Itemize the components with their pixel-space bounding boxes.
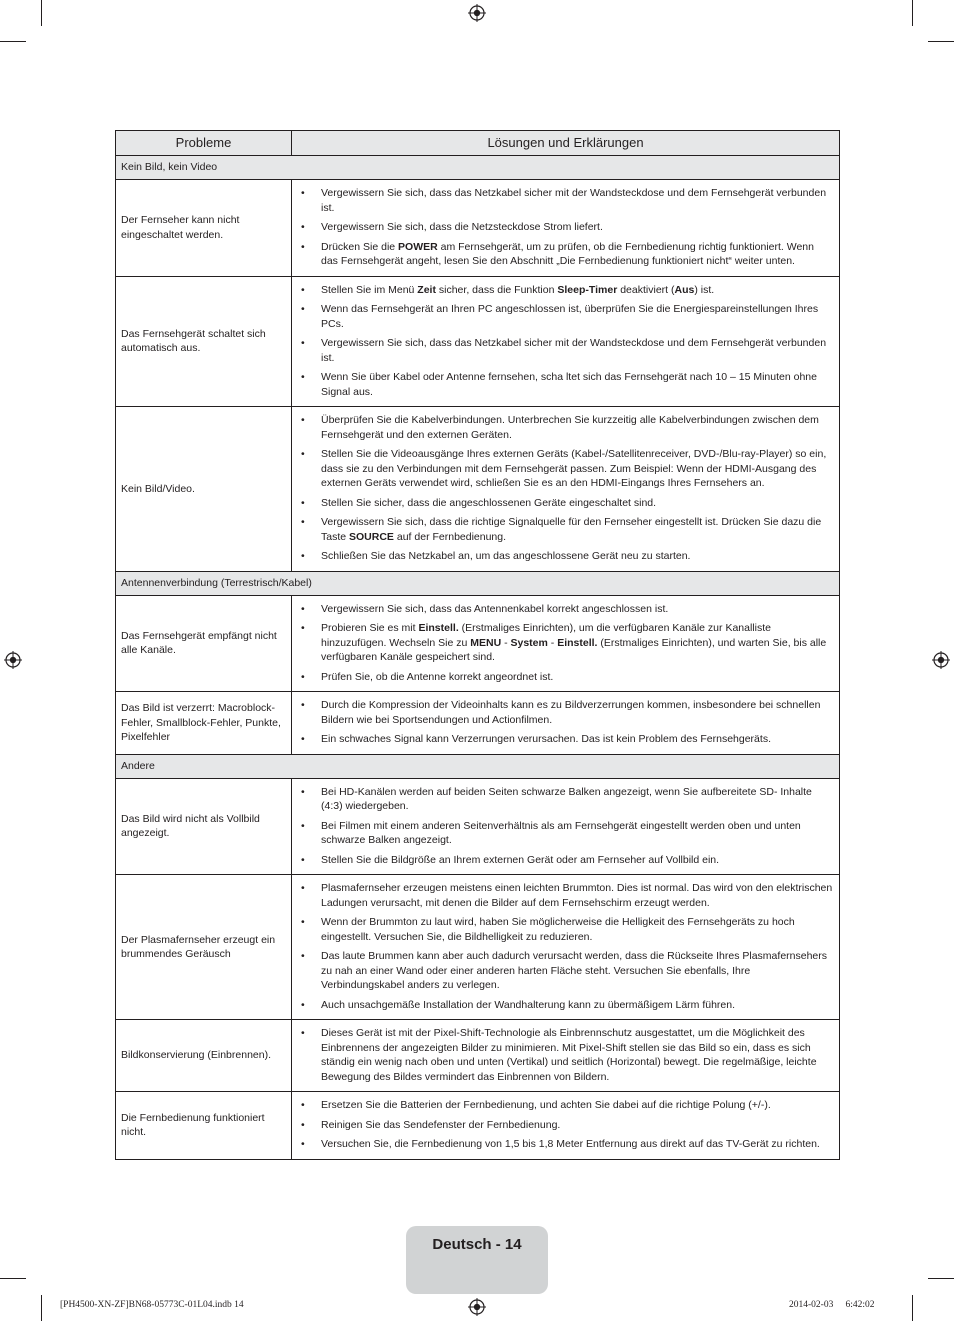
solution-text: Ein schwaches Signal kann Verzerrungen verursachen. Das ist kein Problem des Fernsehgeräts. — [321, 733, 771, 745]
bullet-icon: • — [301, 550, 305, 562]
bullet-icon: • — [301, 1138, 305, 1150]
problem-cell: Der Plasmafernseher erzeugt ein brummendes Geräusch — [116, 875, 292, 1020]
list-item — [297, 621, 833, 665]
section-header-row — [116, 754, 840, 778]
crop-mark — [41, 0, 42, 26]
solution-text: Wenn Sie über Kabel oder Antenne fernsehen, scha ltet sich das Fernsehgerät nach 10 – 15 Minuten ohne Signal aus. — [321, 371, 817, 398]
solution-text: Ersetzen Sie die Batterien der Fernbedienung, und achten Sie dabei auf die richtige Polung (+/-). — [321, 1099, 771, 1111]
list-item — [297, 949, 833, 993]
column-header-solutions: Lösungen und Erklärungen — [292, 131, 840, 156]
problem-cell: Der Fernseher kann nicht eingeschaltet werden. — [116, 180, 292, 277]
problem-cell: Das Bild wird nicht als Vollbild angezeigt. — [116, 778, 292, 875]
solution-text: Probieren Sie es mit Einstell. (Erstmaliges Einrichten), um die verfügbaren Kanäle zur Kanalliste hinzuzufügen. Wechseln Sie zu MENU - System - Einstell. (Erstmaliges Einrichten), und warten Sie, bis alle verfügbaren Kanäle gespeichert sind. — [321, 622, 827, 663]
crop-mark — [928, 41, 954, 42]
solution-text: Reinigen Sie das Sendefenster der Fernbedienung. — [321, 1118, 561, 1131]
bullet-icon: • — [301, 950, 305, 962]
bullet-icon: • — [301, 1118, 305, 1131]
bullet-icon: • — [301, 602, 305, 615]
crop-mark — [912, 1295, 913, 1321]
solution-text: Wenn das Fernsehgerät an Ihren PC angeschlossen ist, überprüfen Sie die Energiespareinstellungen Ihres PCs. — [321, 303, 819, 330]
list-item — [297, 302, 833, 331]
table-body — [116, 156, 840, 1160]
solution-text: Versuchen Sie, die Fernbedienung von 1,5 bis 1,8 Meter Entfernung aus direkt auf das TV-Gerät zu richten. — [321, 1138, 820, 1150]
solution-text: Vergewissern Sie sich, dass das Antennenkabel korrekt angeschlossen ist. — [321, 602, 669, 615]
solutions-cell — [292, 875, 840, 1020]
list-item — [297, 819, 833, 848]
solution-list — [297, 413, 833, 564]
section-title: Andere — [116, 754, 840, 778]
bullet-icon: • — [301, 699, 305, 711]
bullet-icon: • — [301, 785, 305, 798]
solution-text: Stellen Sie die Bildgröße an Ihrem externen Gerät oder am Fernseher auf Vollbild ein. — [321, 853, 720, 866]
table-row — [116, 595, 840, 692]
table-row — [116, 407, 840, 572]
crop-mark — [0, 41, 26, 42]
solution-text: Auch unsachgemäße Installation der Wandhalterung kann zu übermäßigem Lärm führen. — [321, 998, 736, 1011]
crop-mark — [912, 0, 913, 26]
table-row — [116, 692, 840, 755]
bullet-icon: • — [301, 371, 305, 383]
problem-cell: Das Fernsehgerät empfängt nicht alle Kanäle. — [116, 595, 292, 692]
crop-mark — [0, 1278, 26, 1279]
solution-text: Vergewissern Sie sich, dass das Netzkabel sicher mit der Wandsteckdose und dem Fernsehgerät verbunden ist. — [321, 187, 827, 214]
list-item — [297, 698, 833, 727]
list-item — [297, 602, 833, 617]
list-item — [297, 413, 833, 442]
page-number-tab — [406, 1226, 548, 1294]
solution-text: Überprüfen Sie die Kabelverbindungen. Unterbrechen Sie kurzzeitig alle Kabelverbindungen zwischen dem Fernsehgerät und den externen Geräten. — [321, 414, 819, 441]
solution-list — [297, 602, 833, 685]
registration-mark-icon — [4, 651, 22, 669]
solution-text: Vergewissern Sie sich, dass die richtige Signalquelle für den Fernseher eingestellt ist. Drücken Sie dazu die Taste SOURCE auf der Fernbedienung. — [321, 516, 822, 543]
solution-text: Stellen Sie im Menü Zeit sicher, dass die Funktion Sleep-Timer deaktiviert (Aus) ist. — [321, 283, 715, 296]
solution-text: Vergewissern Sie sich, dass das Netzkabel sicher mit der Wandsteckdose und dem Fernsehgerät verbunden ist. — [321, 337, 827, 364]
bullet-icon: • — [301, 221, 305, 233]
page-number-label: Deutsch - 14 — [432, 1236, 522, 1253]
list-item — [297, 186, 833, 215]
bullet-icon: • — [301, 337, 305, 349]
solution-list — [297, 881, 833, 1012]
print-timestamp: 2014-02-03 ￿ 6:42:02 — [789, 1300, 875, 1310]
solution-list — [297, 785, 833, 868]
bullet-icon: • — [301, 670, 305, 683]
bullet-icon: • — [301, 853, 305, 866]
problem-cell: Die Fernbedienung funktioniert nicht. — [116, 1092, 292, 1160]
solution-text: Bei HD-Kanälen werden auf beiden Seiten schwarze Balken angezeigt, wenn Sie aufbereitete SD- Inhalte (4:3) wiedergeben. — [321, 785, 812, 812]
solution-text: Prüfen Sie, ob die Antenne korrekt angeordnet ist. — [321, 670, 554, 683]
list-item — [297, 283, 833, 298]
problem-cell: Das Bild ist verzerrt: Macroblock-Fehler, Smallblock-Fehler, Punkte, Pixelfehler — [116, 692, 292, 755]
section-header-row — [116, 571, 840, 595]
bullet-icon: • — [301, 819, 305, 832]
solutions-cell — [292, 595, 840, 692]
list-item — [297, 670, 833, 685]
problem-cell: Das Fernsehgerät schaltet sich automatisch aus. — [116, 276, 292, 407]
bullet-icon: • — [301, 516, 305, 528]
list-item — [297, 998, 833, 1013]
list-item — [297, 496, 833, 511]
table-row — [116, 180, 840, 277]
solution-text: Durch die Kompression der Videoinhalts kann es zu Bildverzerrungen kommen, insbesondere bei schnellen Bildern wie bei Sportsendungen und Actionfilmen. — [321, 699, 821, 726]
bullet-icon: • — [301, 240, 305, 253]
solution-text: Stellen Sie sicher, dass die angeschlossenen Geräte eingeschaltet sind. — [321, 496, 657, 509]
list-item — [297, 1098, 833, 1113]
solutions-cell — [292, 180, 840, 277]
solution-text: Stellen Sie die Videoausgänge Ihres externen Geräts (Kabel-/Satellitenreceiver, DVD-/Blu-ray-Player) so ein, dass sie zu den Verbindungen mit dem Fernsehgerät passen. Zum Beispiel: Wenn der HDMI-Ausgang des externen Geräts verwendet wird, schließen Sie es an den HDMI-Eingangs Ihres Fernsehers an. — [321, 448, 827, 489]
crop-mark — [928, 1278, 954, 1279]
list-item — [297, 853, 833, 868]
list-item — [297, 370, 833, 399]
list-item — [297, 447, 833, 491]
bullet-icon: • — [301, 916, 305, 928]
solution-list — [297, 1026, 833, 1084]
list-item — [297, 785, 833, 814]
bullet-icon: • — [301, 187, 305, 199]
column-header-problems: Probleme — [116, 131, 292, 156]
bullet-icon: • — [301, 622, 305, 634]
solutions-cell — [292, 1020, 840, 1092]
table-row — [116, 276, 840, 407]
solutions-cell — [292, 276, 840, 407]
bullet-icon: • — [301, 283, 305, 296]
table-row — [116, 1020, 840, 1092]
solution-list — [297, 1098, 833, 1152]
bullet-icon: • — [301, 882, 305, 894]
list-item — [297, 1118, 833, 1133]
list-item — [297, 549, 833, 564]
solutions-cell — [292, 778, 840, 875]
registration-mark-icon — [468, 1298, 486, 1316]
list-item — [297, 881, 833, 910]
list-item — [297, 220, 833, 235]
registration-mark-icon — [932, 651, 950, 669]
solution-text: Das laute Brummen kann aber auch dadurch verursacht werden, dass die Rückseite Ihres Plasmafernsehers zu nah an einer Wand oder einer anderen harten Fläche steht. Versuchen Sie ebenfalls, Ihre Verbindungskabel anders zu verlegen. — [321, 950, 828, 991]
list-item — [297, 515, 833, 544]
list-item — [297, 915, 833, 944]
list-item — [297, 732, 833, 747]
bullet-icon: • — [301, 496, 305, 509]
solution-text: Bei Filmen mit einem anderen Seitenverhältnis als am Fernsehgerät eingestellt werden oben und unten schwarze Balken angezeigt. — [321, 819, 801, 846]
list-item — [297, 1137, 833, 1152]
bullet-icon: • — [301, 733, 305, 745]
table-row — [116, 1092, 840, 1160]
registration-mark-icon — [468, 4, 486, 22]
list-item — [297, 336, 833, 365]
solution-text: Wenn der Brummton zu laut wird, haben Sie möglicherweise die Helligkeit des Fernsehgeräts zu hoch eingestellt. Versuchen Sie, die Bildhelligkeit zu reduzieren. — [321, 916, 795, 943]
solutions-cell — [292, 407, 840, 572]
solution-text: Dieses Gerät ist mit der Pixel-Shift-Technologie als Einbrennschutz ausgestattet, um die Möglichkeit des Einbrennens der angezeigten Bilder zu minimieren. Mit Pixel-Shift stellen sie das Bild so ein, dass es sich ständig ein wenig nach oben und unten (Vertikal) und seitlich (Horizontal) bewegt. Die regelmäßige, leichte Bewegung des Bildes vermindert das Einbrennen von Bildern. — [321, 1027, 817, 1083]
list-item — [297, 1026, 833, 1084]
file-info: [PH4500-XN-ZF]BN68-05773C-01L04.indb 14 — [60, 1300, 244, 1310]
solution-list — [297, 186, 833, 269]
bullet-icon: • — [301, 448, 305, 460]
list-item — [297, 240, 833, 269]
solution-text: Schließen Sie das Netzkabel an, um das angeschlossene Gerät neu zu starten. — [321, 550, 691, 562]
solution-list — [297, 698, 833, 747]
bullet-icon: • — [301, 414, 305, 426]
section-header-row — [116, 156, 840, 180]
solution-text: Vergewissern Sie sich, dass die Netzsteckdose Strom liefert. — [321, 221, 603, 233]
bullet-icon: • — [301, 998, 305, 1011]
solution-text: Drücken Sie die POWER am Fernsehgerät, um zu prüfen, ob die Fernbedienung richtig funktioniert. Wenn das Fernsehgerät angeht, lesen Sie den Abschnitt „Die Fernbedienung funktioniert nicht“ weiter unten. — [321, 240, 814, 267]
problem-cell: Bildkonservierung (Einbrennen). — [116, 1020, 292, 1092]
bullet-icon: • — [301, 1099, 305, 1111]
solution-text: Plasmafernseher erzeugen meistens einen leichten Brummton. Dies ist normal. Das wird von den elektrischen Ladungen verursacht, mit denen die Bilder auf dem Fernsehschirm erzeugt werden. — [321, 882, 833, 909]
bullet-icon: • — [301, 1027, 305, 1039]
bullet-icon: • — [301, 303, 305, 315]
section-title: Antennenverbindung (Terrestrisch/Kabel) — [116, 571, 840, 595]
troubleshooting-table — [115, 130, 840, 1160]
table-row — [116, 875, 840, 1020]
section-title: Kein Bild, kein Video — [116, 156, 840, 180]
solution-list — [297, 283, 833, 400]
crop-mark — [41, 1295, 42, 1321]
table-row — [116, 778, 840, 875]
problem-cell: Kein Bild/Video. — [116, 407, 292, 572]
table-header-row — [116, 131, 840, 156]
solutions-cell — [292, 692, 840, 755]
solutions-cell — [292, 1092, 840, 1160]
